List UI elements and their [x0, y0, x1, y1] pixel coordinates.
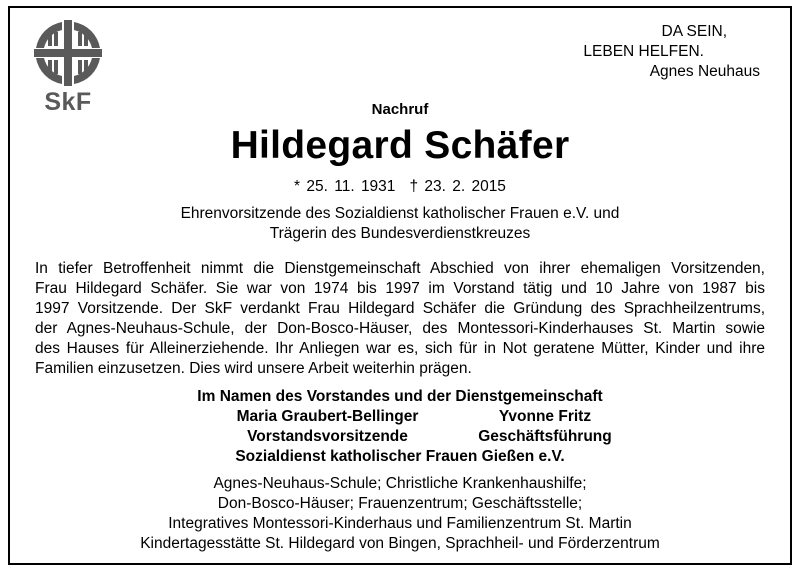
- motto-line-1: DA SEIN,: [661, 23, 727, 40]
- signature-org: Sozialdienst katholischer Frauen Gießen e.V.: [235, 448, 565, 465]
- body-line: des Hauses für Alleinerziehende. Ihr Anliegen war es, sich für in Not geratene Mütter, Kinder und ihre: [35, 340, 765, 357]
- deceased-name: Hildegard Schäfer: [230, 124, 570, 167]
- motto-line-3: Agnes Neuhaus: [649, 63, 760, 80]
- role-description: [0, 204, 800, 244]
- institutions-line: Agnes-Neuhaus-Schule; Christliche Krankenhaushilfe;: [213, 475, 587, 492]
- motto: [583, 22, 760, 82]
- birth-date: * 25. 11. 1931: [294, 178, 396, 195]
- motto-line-2: LEBEN HELFEN.: [583, 43, 704, 60]
- body-line: In tiefer Betroffenheit nimmt die Dienstgemeinschaft Abschied von ihrer ehemaligen Vorsitzenden,: [35, 260, 765, 277]
- signer-2-title: Geschäftsführung: [478, 428, 612, 445]
- signer-1-name: Maria Graubert-Bellinger: [236, 408, 419, 425]
- heading: Nachruf: [371, 101, 429, 118]
- signature-names: [0, 407, 800, 427]
- body-line: Familien einzusetzen. Dies wird unsere Arbeit weiterhin prägen.: [35, 360, 472, 377]
- institutions-line: Kindertagesstätte St. Hildegard von Bingen, Sprachheil- und Förderzentrum: [140, 535, 660, 552]
- body-line: der Agnes-Neuhaus-Schule, der Don-Bosco-Häuser, des Montessori-Kinderhauses St. Martin sowie: [35, 320, 765, 337]
- logo-text: SkF: [44, 88, 92, 116]
- role-line-1: Ehrenvorsitzende des Sozialdienst katholischer Frauen e.V. und: [180, 205, 620, 222]
- life-dates: [0, 178, 800, 196]
- body-line: Frau Hildegard Schäfer. Sie war von 1974 bis 1997 im Vorstand tätig und 10 Jahre von 1987 bis: [35, 280, 765, 297]
- body-line: 1997 Vorsitzende. Der SkF verdankt Frau Hildegard Schäfer die Gründung des Sprachheilzentrums,: [35, 300, 765, 317]
- institutions-line: Don-Bosco-Häuser; Frauenzentrum; Geschäftsstelle;: [217, 495, 583, 512]
- signature-intro: Im Namen des Vorstandes und der Dienstgemeinschaft: [197, 388, 603, 405]
- role-line-2: Trägerin des Bundesverdienstkreuzes: [269, 225, 531, 242]
- signature-block: [0, 387, 800, 467]
- signature-titles: [0, 427, 800, 447]
- death-date: † 23. 2. 2015: [409, 178, 506, 195]
- signer-1-title: Vorstandsvorsitzende: [247, 428, 408, 445]
- skf-cross-logo-icon: [30, 18, 106, 88]
- obituary-body: [35, 259, 765, 379]
- institutions-list: [0, 474, 800, 554]
- institutions-line: Integratives Montessori-Kinderhaus und Familienzentrum St. Martin: [168, 515, 632, 532]
- signer-2-name: Yvonne Fritz: [498, 408, 592, 425]
